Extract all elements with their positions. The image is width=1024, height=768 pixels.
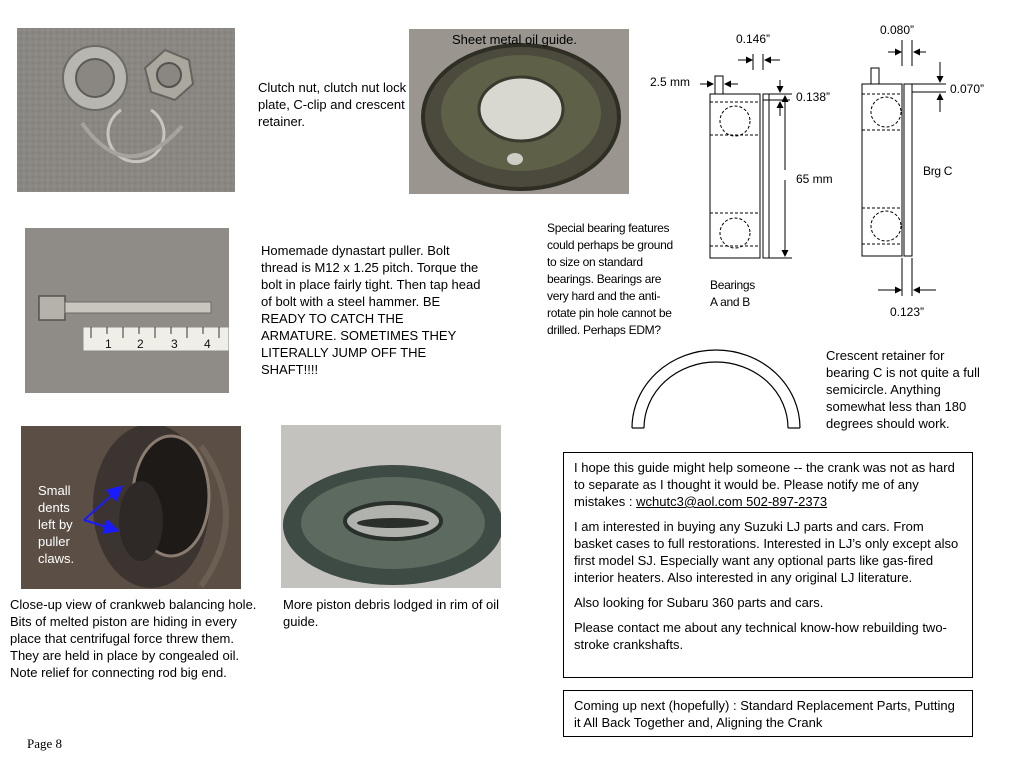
contact-link[interactable]: wchutc3@aol.com 502-897-2373 — [636, 494, 828, 509]
page-number: Page 8 — [27, 736, 63, 751]
info-paragraph-4: Please contact me about any technical know-how rebuilding two-stroke crankshafts. — [574, 620, 947, 652]
caption-clutch-parts: Clutch nut, clutch nut lock plate, C-clip and crescent retainer. — [258, 80, 407, 129]
dim-0-080: 0.080” — [880, 23, 915, 37]
crescent-retainer-drawing — [626, 348, 806, 430]
bearing-ab-drawing — [700, 54, 792, 258]
dim-0-146: 0.146” — [736, 32, 771, 46]
coming-up-next-box — [563, 690, 973, 737]
photo-oil-guide — [409, 29, 629, 194]
caption-piston-debris: More piston debris lodged in rim of oil guide. — [283, 597, 500, 629]
photo-dynastart-puller — [25, 228, 229, 393]
annotation-small-dents: Small dents left by puller claws. — [38, 483, 75, 566]
caption-crankweb: Close-up view of crankweb balancing hole. Bits of melted piston are hiding in every place that centrifugal force threw them. They are held in place by congealed oil. Note relief for connecting rod big end. — [10, 597, 257, 680]
photo-piston-debris — [281, 425, 501, 588]
info-paragraph-2: I am interested in buying any Suzuki LJ parts and cars. From basket cases to full restorations. Interested in LJ’s only except also first model SJ. Especially want any optional parts like gas-fired interior heaters. Also interested in any original LJ literature. — [574, 519, 959, 585]
photo-clutch-parts — [17, 28, 235, 192]
crescent-retainer-note: Crescent retainer for bearing C is not quite a full semicircle. Anything somewhat less than 180 degrees should work. — [826, 348, 980, 431]
ruler-mark-4: 4 — [204, 337, 211, 351]
dim-0-138: 0.138” — [796, 90, 831, 104]
ruler-mark-2: 2 — [137, 337, 144, 351]
info-box — [563, 452, 973, 678]
label-brg-c: Brg C — [923, 164, 953, 178]
info-paragraph-3: Also looking for Subaru 360 parts and cars. — [574, 595, 824, 610]
dim-65mm: 65 mm — [796, 172, 833, 186]
bearing-notes: Special bearing features could perhaps be ground to size on standard bearings. Bearings are very hard and the anti-rotate pin hole cannot be drilled. Perhaps EDM? — [547, 221, 673, 337]
oil-guide-label: Sheet metal oil guide. — [452, 32, 578, 47]
annotation-arrows — [76, 478, 126, 538]
ruler-mark-1: 1 — [105, 337, 112, 351]
dim-0-070: 0.070” — [950, 82, 985, 96]
ruler-mark-3: 3 — [171, 337, 178, 351]
info-paragraph-1: I hope this guide might help someone -- the crank was not as hard to separate as I thought it would be. Please notify me of any mistakes : wchutc3@aol.com 502-897-2373 — [574, 460, 955, 509]
caption-dynastart-puller: Homemade dynastart puller. Bolt thread is M12 x 1.25 pitch. Torque the bolt in place fairly tight. Then tap head of bolt with a steel hammer. BE READY TO CATCH THE ARMATURE. SOMETIMES THEY LITERALLY JUMP OFF THE SHAFT!!!! — [261, 243, 481, 377]
dim-0-123: 0.123” — [890, 305, 925, 319]
coming-up-next-text: Coming up next (hopefully) : Standard Replacement Parts, Putting it All Back Together and, Aligning the Crank — [574, 698, 955, 730]
dim-2-5mm: 2.5 mm — [650, 75, 691, 89]
label-bearings-ab: Bearings A and B — [710, 278, 755, 309]
